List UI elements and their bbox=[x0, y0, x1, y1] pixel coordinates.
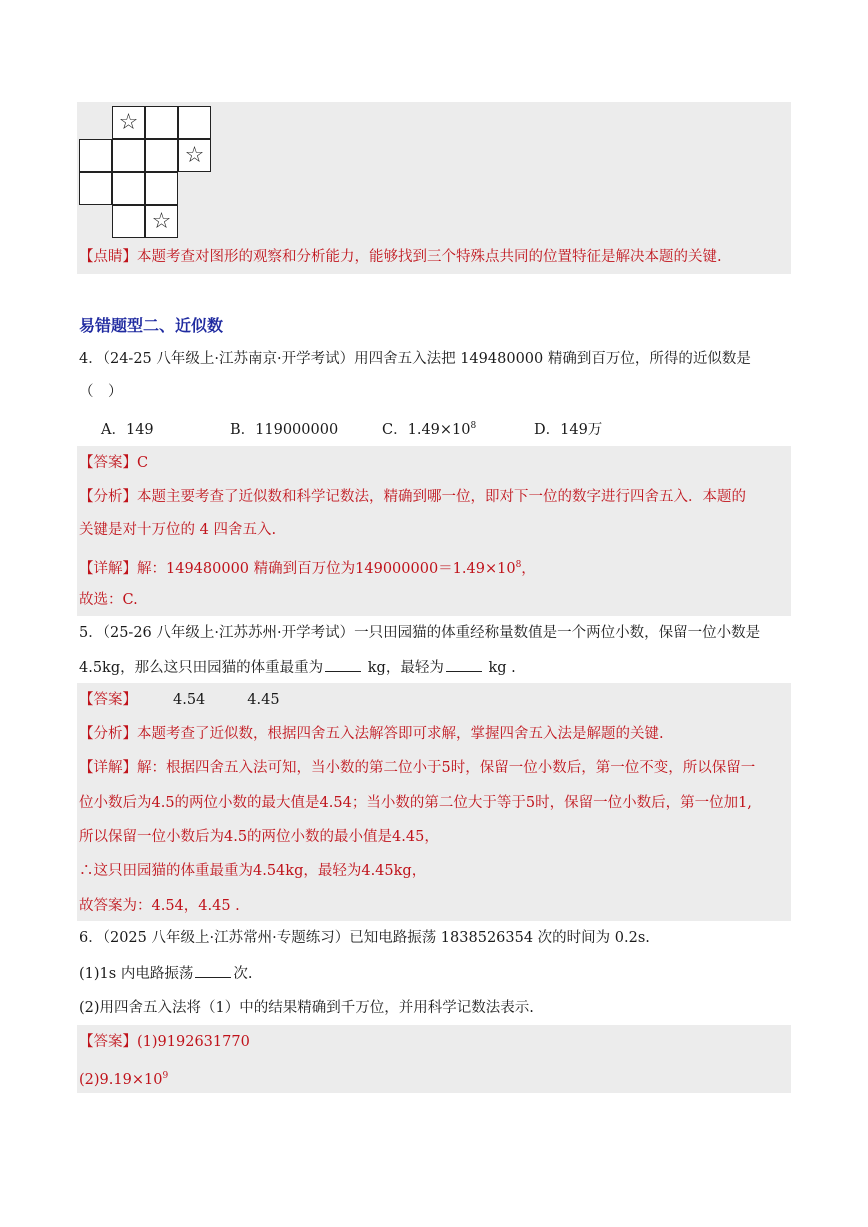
q4-detail-text: 解：149480000 精确到百万位为 bbox=[137, 560, 356, 577]
q5-detail-line5: 故答案为：4.54，4.45 . bbox=[79, 898, 240, 914]
q6-answer bbox=[79, 1032, 250, 1052]
q5-answer-tag: 【答案】 bbox=[79, 692, 137, 708]
grid-cell bbox=[178, 106, 211, 139]
q5-detail-tag: 【详解】 bbox=[79, 760, 137, 776]
dianjing-tag: 【点睛】 bbox=[79, 249, 137, 265]
star-icon: ☆ bbox=[184, 143, 205, 168]
star-icon: ☆ bbox=[118, 110, 139, 135]
q4-option-d: D．149万 bbox=[534, 422, 603, 438]
section-title: 易错题型二、近似数 bbox=[79, 316, 224, 335]
q4-analysis-line2: 关键是对十万位的 4 四舍五入. bbox=[79, 522, 277, 538]
q4-answer-tag: 【答案】 bbox=[79, 455, 137, 471]
q4-detail-tag: 【详解】 bbox=[79, 560, 137, 577]
grid-cell bbox=[112, 139, 145, 172]
q5-detail-line3: 所以保留一位小数后为4.5的两位小数的最小值是4.45， bbox=[79, 829, 439, 845]
q5-answer-1: 4.54 bbox=[173, 692, 206, 708]
star-grid-figure bbox=[79, 106, 211, 238]
q5-answer bbox=[79, 690, 280, 710]
q5-detail-line1 bbox=[79, 758, 755, 778]
q4-answer bbox=[79, 453, 148, 473]
q4-detail-expr: 149000000＝1.49×10 bbox=[355, 560, 516, 577]
q5-stem-part-c: kg . bbox=[488, 660, 516, 676]
grid-cell bbox=[112, 172, 145, 205]
q4-option-c-label: C． bbox=[382, 422, 408, 438]
q6-part1 bbox=[79, 963, 252, 984]
q5-detail-line2: 位小数后为4.5的两位小数的最大值是4.54；当小数的第二位大于等于5时，保留一位小数后，第一位加1, bbox=[79, 795, 752, 811]
q6-blank bbox=[195, 963, 231, 978]
grid-cell bbox=[112, 205, 145, 238]
q5-stem-line2 bbox=[79, 657, 516, 678]
q5-analysis-tag: 【分析】 bbox=[79, 726, 137, 742]
q6-answer-2 bbox=[79, 1066, 168, 1090]
q5-blank-max bbox=[325, 657, 361, 672]
q6-part1-text: (1)1s 内电路振荡 bbox=[79, 966, 194, 982]
q4-option-c bbox=[382, 418, 476, 439]
q6-answer-tag: 【答案】 bbox=[79, 1034, 137, 1050]
q4-analysis-line1 bbox=[79, 487, 746, 507]
q4-choose: 故选：C. bbox=[79, 592, 138, 608]
dianjing-text: 本题考查对图形的观察和分析能力，能够找到三个特殊点共同的位置特征是解决本题的关键. bbox=[137, 249, 722, 265]
q4-answer-value: C bbox=[137, 455, 149, 471]
q6-part1-end: 次. bbox=[233, 966, 253, 982]
q5-detail-line4: ∴这只田园猫的体重最重为4.54kg，最轻为4.45kg， bbox=[79, 863, 427, 879]
q6-answer-2-exp: 9 bbox=[162, 1071, 169, 1081]
q6-answer-2-value: (2)9.19×10 bbox=[79, 1071, 163, 1088]
q6-stem: 6．（2025 八年级上·江苏常州·专题练习）已知电路振荡 1838526354 次的时间为 0.2s. bbox=[79, 930, 650, 946]
q5-answer-2: 4.45 bbox=[247, 692, 280, 708]
grid-cell bbox=[79, 172, 112, 205]
q5-stem: 5．（25-26 八年级上·江苏苏州·开学考试）一只田园猫的体重经称量数值是一个两位小数，保留一位小数是 bbox=[79, 625, 761, 641]
grid-cell bbox=[145, 172, 178, 205]
dianjing-line bbox=[79, 247, 722, 267]
q4-detail-end: ， bbox=[521, 560, 536, 577]
q4-detail-exp: 8 bbox=[515, 560, 522, 570]
q5-stem-part-a: 4.5kg，那么这只田园猫的体重最重为 bbox=[79, 660, 324, 676]
grid-cell bbox=[145, 106, 178, 139]
q6-part2: (2)用四舍五入法将（1）中的结果精确到千万位，并用科学记数法表示. bbox=[79, 1000, 534, 1016]
q4-stem-paren: （ ） bbox=[79, 384, 123, 400]
q4-option-c-value: 1.49×10 bbox=[407, 422, 471, 438]
q6-answer-1: (1)9192631770 bbox=[137, 1034, 250, 1050]
q4-option-b: B．119000000 bbox=[230, 422, 339, 438]
grid-cell bbox=[145, 139, 178, 172]
grid-cell bbox=[79, 139, 112, 172]
q4-analysis-text: 本题主要考查了近似数和科学记数法，精确到哪一位，即对下一位的数字进行四舍五入．本题的 bbox=[137, 489, 746, 505]
q5-blank-min bbox=[446, 657, 482, 672]
q4-stem: 4．（24-25 八年级上·江苏南京·开学考试）用四舍五入法把 149480000 精确到百万位，所得的近似数是 bbox=[79, 351, 751, 367]
q5-stem-part-b: kg，最轻为 bbox=[367, 660, 444, 676]
q5-analysis bbox=[79, 724, 664, 744]
q5-analysis-text: 本题考查了近似数，根据四舍五入法解答即可求解，掌握四舍五入法是解题的关键. bbox=[137, 726, 664, 742]
q5-detail-text: 解：根据四舍五入法可知，当小数的第二位小于5时，保留一位小数后，第一位不变，所以保留一 bbox=[137, 760, 756, 776]
q4-analysis-tag: 【分析】 bbox=[79, 489, 137, 505]
q4-option-c-exp: 8 bbox=[470, 421, 477, 432]
q4-option-a: A．149 bbox=[101, 422, 154, 438]
star-icon: ☆ bbox=[151, 209, 172, 234]
q4-detail bbox=[79, 555, 536, 579]
